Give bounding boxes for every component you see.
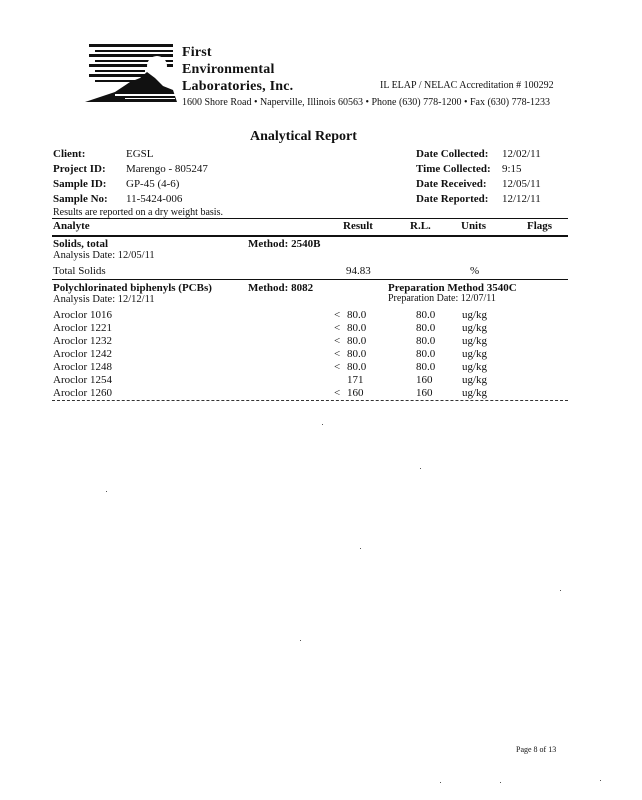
pcb-row-qualifier: < (334, 361, 341, 373)
pcb-row-rl: 160 (416, 374, 433, 386)
project-id-value: Marengo - 805247 (126, 163, 208, 175)
company-name-line2: Environmental (182, 62, 275, 77)
table-top-rule (52, 218, 568, 219)
pcb-row-units: ug/kg (462, 309, 488, 321)
dry-weight-note: Results are reported on a dry weight basis. (53, 207, 223, 218)
scan-speck (322, 424, 323, 425)
pcb-row-rl: 80.0 (416, 335, 436, 347)
sample-id-label: Sample ID: (53, 178, 107, 190)
pcb-group-name: Polychlorinated biphenyls (PCBs) (53, 282, 212, 294)
date-collected-value: 12/02/11 (502, 148, 541, 160)
pcb-row-analyte: Aroclor 1242 (53, 348, 112, 360)
sample-no-value: 11-5424-006 (126, 193, 183, 205)
pcb-row-analyte: Aroclor 1260 (53, 387, 112, 399)
solids-row-units: % (470, 265, 480, 277)
pcb-row-rl: 80.0 (416, 309, 436, 321)
solids-row-analyte: Total Solids (53, 265, 106, 277)
date-reported-label: Date Reported: (416, 193, 489, 205)
pcb-row-qualifier: < (334, 348, 341, 360)
pcb-row-result: 80.0 (347, 309, 367, 321)
table-bottom-rule (52, 400, 568, 401)
pcb-row-analyte: Aroclor 1232 (53, 335, 112, 347)
sample-id-value: GP-45 (4-6) (126, 178, 180, 190)
pcb-row-result: 80.0 (347, 361, 367, 373)
pcb-row-units: ug/kg (462, 374, 488, 386)
pcb-row-units: ug/kg (462, 387, 488, 399)
report-title: Analytical Report (250, 129, 357, 144)
scan-speck (560, 590, 561, 591)
pcb-row-qualifier: < (334, 335, 341, 347)
pcb-prep-date: Preparation Date: 12/07/11 (388, 293, 496, 304)
pcb-row-result: 80.0 (347, 335, 367, 347)
table-header-rule (52, 235, 568, 237)
solids-method: Method: 2540B (248, 238, 321, 250)
date-received-label: Date Received: (416, 178, 487, 190)
client-value: EGSL (126, 148, 154, 160)
col-header-units: Units (461, 220, 487, 232)
date-received-value: 12/05/11 (502, 178, 541, 190)
pcb-row-qualifier: < (334, 309, 341, 321)
col-header-result: Result (343, 220, 373, 232)
pcb-row-result: 160 (347, 387, 364, 399)
scan-speck (440, 782, 441, 783)
client-label: Client: (53, 148, 86, 160)
pcb-row-analyte: Aroclor 1221 (53, 322, 112, 334)
pcb-row-analyte: Aroclor 1016 (53, 309, 112, 321)
date-collected-label: Date Collected: (416, 148, 489, 160)
time-collected-label: Time Collected: (416, 163, 491, 175)
pcb-row-result: 80.0 (347, 322, 367, 334)
scan-speck (600, 780, 601, 781)
col-header-rl: R.L. (410, 220, 431, 232)
time-collected-value: 9:15 (502, 163, 522, 175)
lab-address: 1600 Shore Road • Naperville, Illinois 60563 • Phone (630) 778-1200 • Fax (630) 778-1233 (182, 97, 550, 108)
pcb-row-analyte: Aroclor 1248 (53, 361, 112, 373)
pcb-row-units: ug/kg (462, 335, 488, 347)
pcb-method: Method: 8082 (248, 282, 314, 294)
pcb-row-result: 171 (347, 374, 364, 386)
solids-bottom-rule (52, 279, 568, 280)
scan-speck (420, 468, 421, 469)
pcb-row-analyte: Aroclor 1254 (53, 374, 112, 386)
company-name-line3: Laboratories, Inc. (182, 79, 294, 94)
solids-row-result: 94.83 (346, 265, 371, 277)
pcb-row-rl: 80.0 (416, 361, 436, 373)
scan-speck (106, 491, 107, 492)
pcb-row-units: ug/kg (462, 322, 488, 334)
pcb-row-qualifier: < (334, 387, 341, 399)
date-reported-value: 12/12/11 (502, 193, 541, 205)
solids-analysis-date: Analysis Date: 12/05/11 (53, 250, 155, 261)
accreditation-text: IL ELAP / NELAC Accreditation # 100292 (380, 80, 554, 91)
page-number: Page 8 of 13 (516, 745, 557, 754)
pcb-row-rl: 160 (416, 387, 433, 399)
scan-speck (500, 782, 501, 783)
pcb-row-rl: 80.0 (416, 348, 436, 360)
pcb-row-rl: 80.0 (416, 322, 436, 334)
pcb-row-result: 80.0 (347, 348, 367, 360)
project-id-label: Project ID: (53, 163, 106, 175)
scan-speck (360, 548, 361, 549)
pcb-row-units: ug/kg (462, 361, 488, 373)
scan-speck (300, 640, 301, 641)
pcb-analysis-date: Analysis Date: 12/12/11 (53, 294, 155, 305)
pcb-row-qualifier: < (334, 322, 341, 334)
pcb-prep-method: Preparation Method 3540C (388, 282, 517, 294)
sample-no-label: Sample No: (53, 193, 108, 205)
col-header-analyte: Analyte (53, 220, 90, 232)
company-logo (85, 42, 177, 108)
pcb-row-units: ug/kg (462, 348, 488, 360)
col-header-flags: Flags (527, 220, 553, 232)
company-name-line1: First (182, 45, 212, 60)
solids-group-name: Solids, total (53, 238, 109, 250)
